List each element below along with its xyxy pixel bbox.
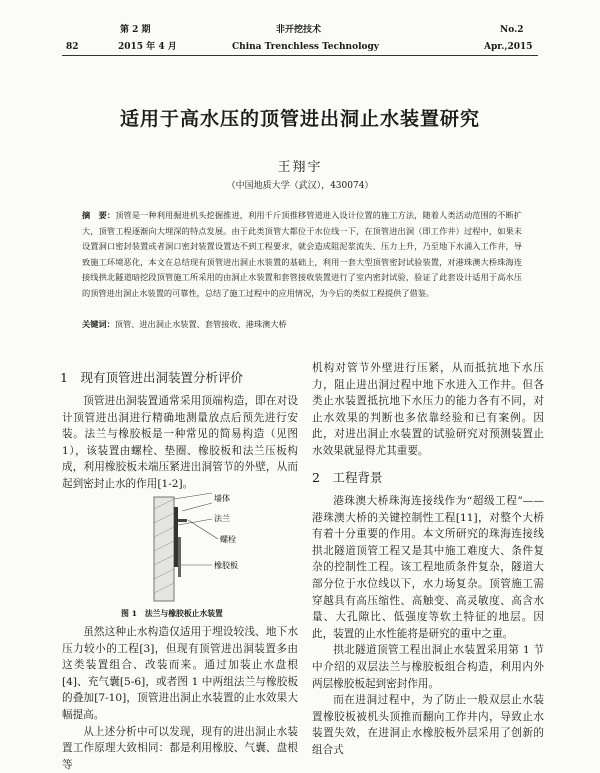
header-issue: 第 2 期 bbox=[120, 25, 151, 35]
section2-para2: 拱北隧道顶管工程出洞止水装置采用第 1 节中介绍的双层法兰与橡胶板组合构造，利用内外两层橡胶板起到密封作用。 bbox=[312, 644, 544, 690]
left-column-bottom bbox=[62, 624, 298, 773]
section1-para3: 从上述分析中可以发现，现有的进出洞止水装置工作原理大致相同：都是利用橡胶、气囊、盘根等 bbox=[62, 725, 298, 771]
header-journal-en: China Trenchless Technology bbox=[232, 42, 380, 52]
header-page: 82 bbox=[66, 42, 79, 52]
section2-para3: 而在进洞过程中，为了防止一般双层止水装置橡胶板被机头顶推而翻向工作井内，导致止水装置失效，在进洞止水橡胶板外层采用了创新的组合式 bbox=[312, 694, 544, 756]
left-column-top bbox=[62, 393, 298, 493]
article-title: 适用于高水压的顶管进出洞止水装置研究 bbox=[119, 108, 480, 130]
right-column-top bbox=[312, 360, 544, 460]
section1-heading: 1 现有顶管进出洞装置分析评价 bbox=[60, 370, 243, 385]
abstract bbox=[82, 208, 522, 302]
abstract-text: 顶管是一种利用掘进机头挖掘推进，利用千斤顶推移管道进入设计位置的施工方法，随着人类活动范围的不断扩大，顶管工程逐渐向大埋深的特点发展。由于此类顶管大都位于水位线一下，在顶管进出洞（即工作井）过程中，如果未设置洞口密封装置或者洞口密封装置设置达不到工程要求，就会造成阻泥浆流失、压力上升，乃至地下水涌入工作井，导致施工环境恶化，本文在总结现有顶管进出洞止水装置的基础上，利用一套大型顶管密封试验装置，对港珠澳大桥珠海连接线拱北隧道暗挖段顶管施工所采用的由洞止水装置和套管接收装置进行了室内密封试验，验证了此套设计适用于高水压的顶管进出洞止水装置的可靠性，总结了施工过程中的应用情况，为今后的类似工程提供了借鉴。 bbox=[82, 210, 522, 298]
section2-heading: 2 工程背景 bbox=[312, 470, 383, 485]
label-flange: 法兰 bbox=[214, 514, 230, 523]
section2-para1: 港珠澳大桥珠海连接线作为“超级工程”——港珠澳大桥的关键控制性工程[11]，对整个大桥有着十分重要的作用。本文所研究的珠海连接线拱北隧道顶管工程又是其中施工难度大、条件复杂的控制性工程。该工程地质条件复杂，隧道大部分位于水位线以下，水力场复杂。顶管施工需穿越具有高压缩性、高触变、高灵敏度、高含水量、大孔隙比、低强度等软土特征的地层。因此，装置的止水性能将是研究的重中之重。 bbox=[312, 495, 544, 640]
bolt bbox=[178, 519, 187, 522]
keywords-text: 顶管、进出洞止水装置、套管接收、港珠澳大桥 bbox=[114, 319, 287, 329]
header-rule bbox=[62, 55, 538, 56]
header-date-cn: 2015 年 4 月 bbox=[118, 42, 177, 52]
label-rubber: 橡胶板 bbox=[214, 561, 238, 570]
article-author: 王翔宇 bbox=[277, 160, 323, 175]
header-date-en: Apr.,2015 bbox=[484, 42, 533, 52]
label-wall: 墙体 bbox=[214, 494, 230, 503]
rubber-plate bbox=[178, 537, 181, 577]
figure1-diagram bbox=[120, 495, 270, 605]
flange bbox=[174, 507, 178, 567]
header-journal-cn: 非开挖技术 bbox=[276, 25, 322, 35]
figure1-caption: 图 1 法兰与橡胶板止水装置 bbox=[121, 609, 223, 618]
section1-para1: 顶管进出洞装置通常采用顶端构造，即在对设计顶管进出洞进行精确地测量放点后预先进行安装。法兰与橡胶板是一种常见的简易构造（见图 1），该装置由螺栓、垫圈、橡胶板和法兰压板构成，利用橡胶板未端压紧进出洞管节的外壁，从而起到密封止水的作用[1-2]。 bbox=[62, 395, 298, 490]
label-bolt: 螺栓 bbox=[220, 535, 236, 544]
article-affiliation: （中国地质大学（武汉），430074） bbox=[226, 181, 374, 191]
wall-block bbox=[154, 497, 174, 601]
right-column-bottom bbox=[312, 493, 544, 759]
header-no: No.2 bbox=[500, 25, 524, 35]
keywords bbox=[82, 317, 522, 331]
keywords-label: 关键词： bbox=[82, 319, 115, 329]
right-para-cont: 机构对管节外壁进行压紧，从而抵抗地下水压力，阻止进出洞过程中地下水进入工作井。但各类止水装置抵抗地下水压力的能力各有不同，对止水效果的判断也多依靠经验和已有案例。因此，对进出洞止水装置的试验研究对预测装置止水效果就显得尤其重要。 bbox=[312, 362, 544, 457]
section1-para2: 虽然这种止水构造仅适用于埋设较浅、地下水压力较小的工程[3]，但现有顶管进出洞装置多由这类装置组合、改装而来。通过加装止水盘根[4]、充气囊[5-6]，或者图 1 中两组法兰与橡胶板的叠加[7-10]，顶管进出洞止水装置的止水效果大幅提高。 bbox=[62, 626, 298, 721]
abstract-label: 摘 要： bbox=[82, 210, 116, 220]
